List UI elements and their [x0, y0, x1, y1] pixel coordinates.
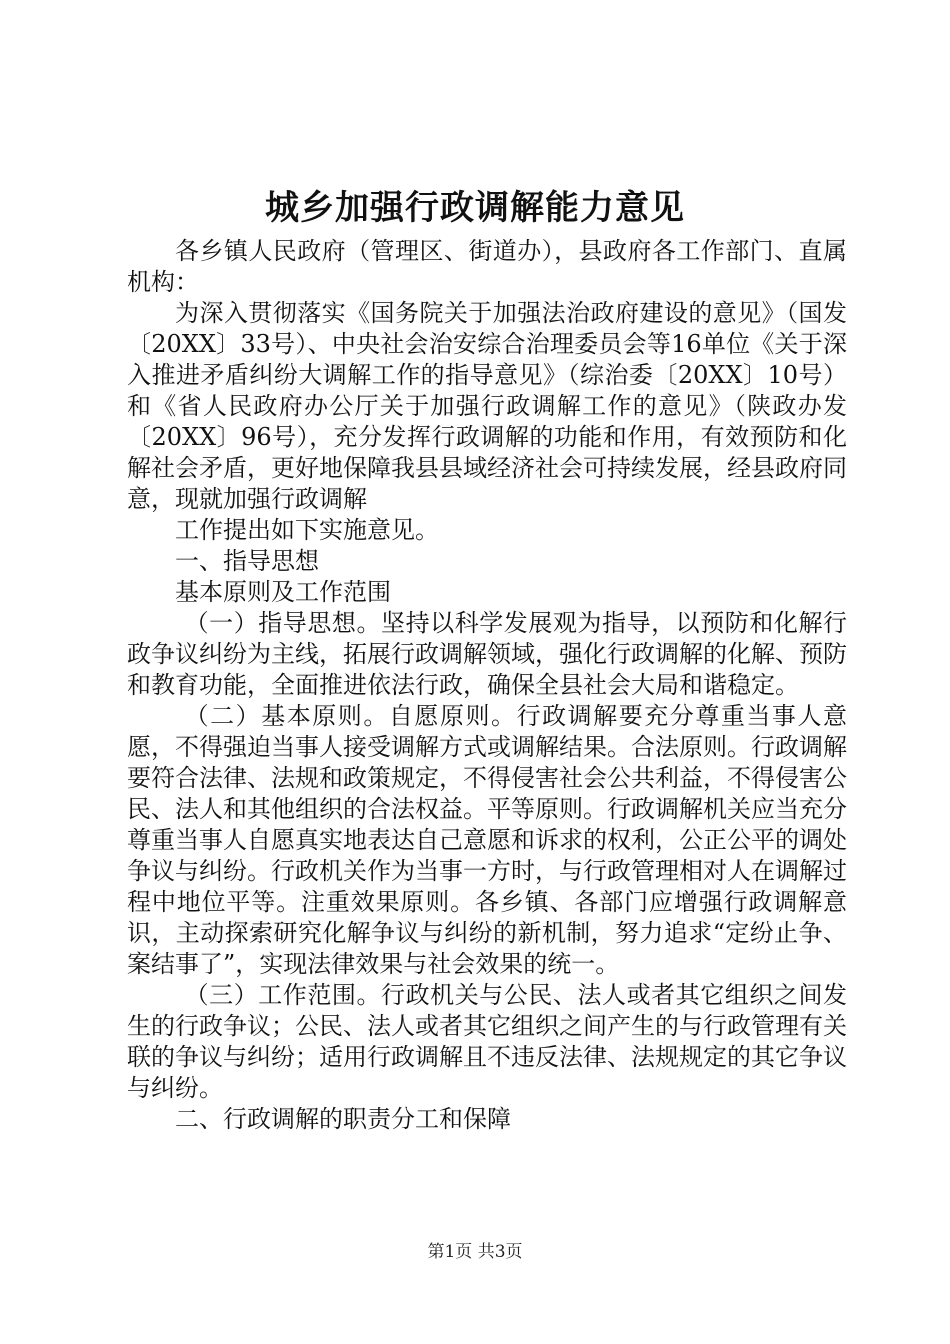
paragraph-preamble: 为深入贯彻落实《国务院关于加强法治政府建设的意见》（国发〔20XX〕33号）、中央社会治安综合治理委员会等16单位《关于深入推进矛盾纠纷大调解工作的指导意见》（综治委〔20XX〕10号）和《省人民政府办公厅关于加强行政调解工作的意见》（陕政办发〔20XX〕96号），充分发挥行政调解的功能和作用，有效预防和化解社会矛盾，更好地保障我县县域经济社会可持续发展，经县政府同意，现就加强行政调解	[127, 299, 847, 513]
paragraph-guiding-ideology: （一）指导思想。坚持以科学发展观为指导，以预防和化解行政争议纠纷为主线，拓展行政调解领域，强化行政调解的化解、预防和教育功能，全面推进依法行政，确保全县社会大局和谐稳定。	[127, 609, 847, 699]
section-heading-1-continued: 基本原则及工作范围	[175, 578, 391, 606]
document-body	[127, 236, 847, 1135]
paragraph-work-scope: （三）工作范围。行政机关与公民、法人或者其它组织之间发生的行政争议；公民、法人或者其它组织之间产生的与行政管理有关联的争议与纠纷；适用行政调解且不违反法律、法规规定的其它争议与纠纷。	[127, 981, 847, 1102]
section-heading-1: 一、指导思想	[175, 547, 319, 575]
page-number-footer: 第1页 共3页	[427, 1242, 523, 1262]
document-title: 城乡加强行政调解能力意见	[265, 188, 685, 228]
section-heading-2: 二、行政调解的职责分工和保障	[175, 1105, 511, 1133]
paragraph-salutation: 各乡镇人民政府（管理区、街道办），县政府各工作部门、直属机构：	[127, 237, 847, 296]
paragraph-preamble-continued: 工作提出如下实施意见。	[175, 516, 439, 544]
paragraph-basic-principles: （二）基本原则。自愿原则。行政调解要充分尊重当事人意愿，不得强迫当事人接受调解方式或调解结果。合法原则。行政调解要符合法律、法规和政策规定，不得侵害社会公共利益，不得侵害公民、法人和其他组织的合法权益。平等原则。行政调解机关应当充分尊重当事人自愿真实地表达自己意愿和诉求的权利，公正公平的调处争议与纠纷。行政机关作为当事一方时，与行政管理相对人在调解过程中地位平等。注重效果原则。各乡镇、各部门应增强行政调解意识，主动探索研究化解争议与纠纷的新机制，努力追求“定纷止争、案结事了”，实现法律效果与社会效果的统一。	[127, 702, 847, 978]
